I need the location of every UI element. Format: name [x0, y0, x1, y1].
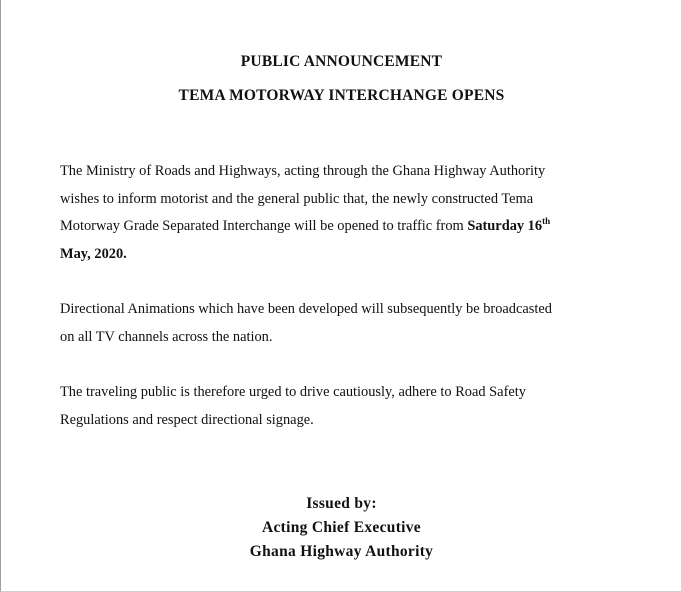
paragraph-line: wishes to inform motorist and the general public that, the newly constructed Tema	[60, 190, 534, 207]
paragraph-line: The Ministry of Roads and Highways, acting through the Ghana Highway Authority	[60, 163, 546, 179]
paragraph-text: Motorway Grade Separated Interchange will be opened to traffic from	[60, 218, 468, 234]
opening-date-month-year: May, 2020.	[60, 245, 127, 262]
paragraph-safety-advice	[60, 379, 620, 434]
issued-by-label: Issued by:	[306, 495, 377, 512]
paragraph-opening-notice	[60, 158, 620, 268]
paragraph-line: Regulations and respect directional signage.	[60, 411, 314, 428]
opening-date-day: Saturday 16	[467, 218, 543, 234]
date-ordinal-suffix: th	[542, 216, 551, 226]
announcement-heading: PUBLIC ANNOUNCEMENT	[240, 53, 443, 70]
paragraph-animations	[60, 296, 620, 351]
issuer-title: Acting Chief Executive	[262, 519, 421, 536]
paragraph-line: Directional Animations which have been developed will subsequently be broadcasted	[60, 301, 552, 317]
paragraph-line: on all TV channels across the nation.	[60, 328, 273, 345]
announcement-subheading: TEMA MOTORWAY INTERCHANGE OPENS	[178, 87, 505, 104]
paragraph-line	[60, 213, 620, 241]
paragraph-line: The traveling public is therefore urged to drive cautiously, adhere to Road Safety	[60, 384, 526, 400]
issuer-organization: Ghana Highway Authority	[249, 543, 434, 560]
